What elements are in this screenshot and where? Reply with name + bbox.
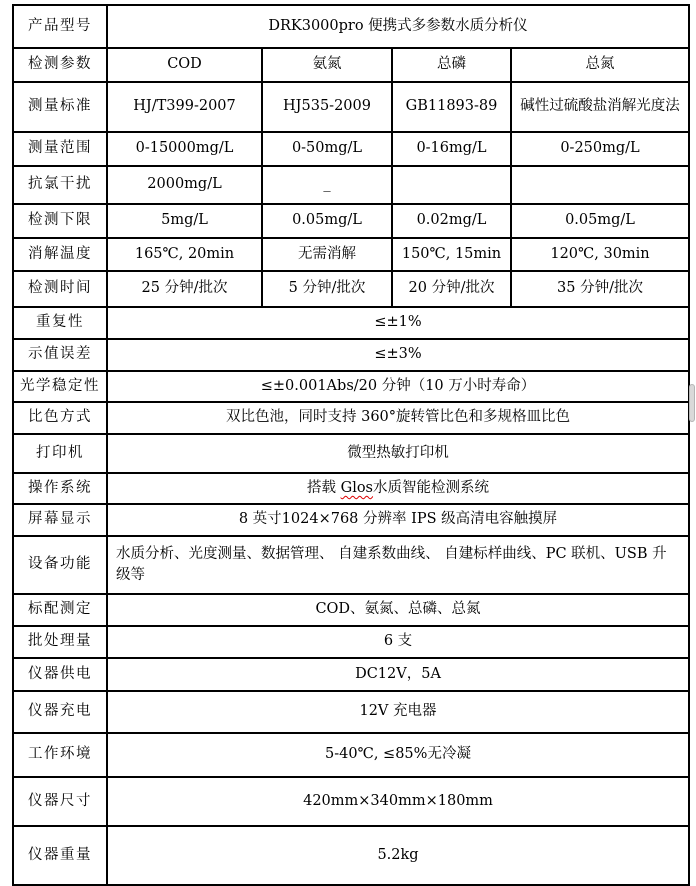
- spec-value-cell: 碱性过硫酸盐消解光度法: [511, 82, 689, 132]
- row-label: 重复性: [13, 307, 107, 339]
- table-row: [13, 82, 689, 132]
- spec-value-cell: COD: [107, 48, 262, 82]
- row-label: 示值误差: [13, 339, 107, 371]
- table-row: [13, 777, 689, 826]
- table-row: [13, 339, 689, 371]
- table-row: [13, 238, 689, 271]
- spec-value-cell: 165℃, 20min: [107, 238, 262, 271]
- spec-value-cell: 水质分析、光度测量、数据管理、 自建系数曲线、 自建标样曲线、PC 联机、USB 升级等: [107, 536, 689, 594]
- row-label: 光学稳定性: [13, 371, 107, 402]
- row-label: 测量范围: [13, 132, 107, 166]
- table-row: [13, 271, 689, 307]
- table-row: [13, 691, 689, 733]
- table-row: [13, 5, 689, 48]
- spec-value-cell: 无需消解: [262, 238, 392, 271]
- spec-value-cell: [107, 473, 689, 504]
- table-row: [13, 826, 689, 885]
- spec-value-cell: 双比色池，同时支持 360°旋转管比色和多规格皿比色: [107, 402, 689, 434]
- spec-value-cell: ≤±3%: [107, 339, 689, 371]
- spec-value-cell: 0.02mg/L: [392, 204, 511, 238]
- table-row: [13, 307, 689, 339]
- spec-table: [12, 4, 690, 886]
- row-label: 产品型号: [13, 5, 107, 48]
- table-row: [13, 473, 689, 504]
- spec-value-cell: 0-15000mg/L: [107, 132, 262, 166]
- table-row: [13, 204, 689, 238]
- spec-value-cell: HJ535-2009: [262, 82, 392, 132]
- spec-value-cell: 0-16mg/L: [392, 132, 511, 166]
- spec-value-cell: 5-40℃, ≤85%无冷凝: [107, 733, 689, 777]
- row-label: 消解温度: [13, 238, 107, 271]
- spec-value-cell: 420mm×340mm×180mm: [107, 777, 689, 826]
- table-row: [13, 48, 689, 82]
- table-row: [13, 371, 689, 402]
- spec-value-cell: 12V 充电器: [107, 691, 689, 733]
- spec-value-cell: GB11893-89: [392, 82, 511, 132]
- value-text: 搭载: [307, 479, 341, 496]
- spec-value-cell: 氨氮: [262, 48, 392, 82]
- spec-value-cell: DC12V，5A: [107, 658, 689, 691]
- spec-value-cell: 0-50mg/L: [262, 132, 392, 166]
- row-label: 工作环境: [13, 733, 107, 777]
- spec-value-cell: 5.2kg: [107, 826, 689, 885]
- table-row: [13, 434, 689, 473]
- table-row: [13, 132, 689, 166]
- row-label: 检测参数: [13, 48, 107, 82]
- row-label: 屏幕显示: [13, 504, 107, 536]
- row-label: 仪器尺寸: [13, 777, 107, 826]
- spec-value-cell: 0.05mg/L: [262, 204, 392, 238]
- row-label: 操作系统: [13, 473, 107, 504]
- row-label: 比色方式: [13, 402, 107, 434]
- spec-value-cell: 25 分钟/批次: [107, 271, 262, 307]
- spec-value-cell: [511, 166, 689, 204]
- row-label: 设备功能: [13, 536, 107, 594]
- table-row: [13, 536, 689, 594]
- row-label: 批处理量: [13, 626, 107, 658]
- table-row: [13, 504, 689, 536]
- spec-value-cell: 5mg/L: [107, 204, 262, 238]
- spec-value-cell: 总磷: [392, 48, 511, 82]
- spec-value-cell: 0-250mg/L: [511, 132, 689, 166]
- spec-value-cell: 150℃, 15min: [392, 238, 511, 271]
- row-label: 打印机: [13, 434, 107, 473]
- spec-value-cell: ≤±1%: [107, 307, 689, 339]
- value-text: 水质智能检测系统: [373, 479, 490, 496]
- table-row: [13, 733, 689, 777]
- table-row: [13, 626, 689, 658]
- spec-value-cell: DRK3000pro 便携式多参数水质分析仪: [107, 5, 689, 48]
- row-label: 仪器重量: [13, 826, 107, 885]
- table-row: [13, 594, 689, 626]
- spec-value-cell: 总氮: [511, 48, 689, 82]
- spec-value-cell: 5 分钟/批次: [262, 271, 392, 307]
- spec-value-cell: 35 分钟/批次: [511, 271, 689, 307]
- table-row: [13, 166, 689, 204]
- spec-value-cell: 微型热敏打印机: [107, 434, 689, 473]
- spec-value-cell: 20 分钟/批次: [392, 271, 511, 307]
- row-label: 检测时间: [13, 271, 107, 307]
- table-row: [13, 402, 689, 434]
- spec-value-cell: 6 支: [107, 626, 689, 658]
- spec-value-cell: 2000mg/L: [107, 166, 262, 204]
- row-label: 检测下限: [13, 204, 107, 238]
- row-label: 标配测定: [13, 594, 107, 626]
- spec-value-cell: HJ/T399-2007: [107, 82, 262, 132]
- row-label: 测量标准: [13, 82, 107, 132]
- spec-value-cell: _: [262, 166, 392, 204]
- spec-value-cell: COD、氨氮、总磷、总氮: [107, 594, 689, 626]
- table-row: [13, 658, 689, 691]
- row-label: 仪器充电: [13, 691, 107, 733]
- spec-value-cell: ≤±0.001Abs/20 分钟（10 万小时寿命）: [107, 371, 689, 402]
- spec-value-cell: 120℃, 30min: [511, 238, 689, 271]
- spellcheck-flagged-text: Glos: [340, 479, 374, 496]
- spec-value-cell: [392, 166, 511, 204]
- spec-value-cell: 0.05mg/L: [511, 204, 689, 238]
- row-label: 抗氯干扰: [13, 166, 107, 204]
- spec-value-cell: 8 英寸1024×768 分辨率 IPS 级高清电容触摸屏: [107, 504, 689, 536]
- row-label: 仪器供电: [13, 658, 107, 691]
- scrollbar-thumb[interactable]: [689, 384, 695, 422]
